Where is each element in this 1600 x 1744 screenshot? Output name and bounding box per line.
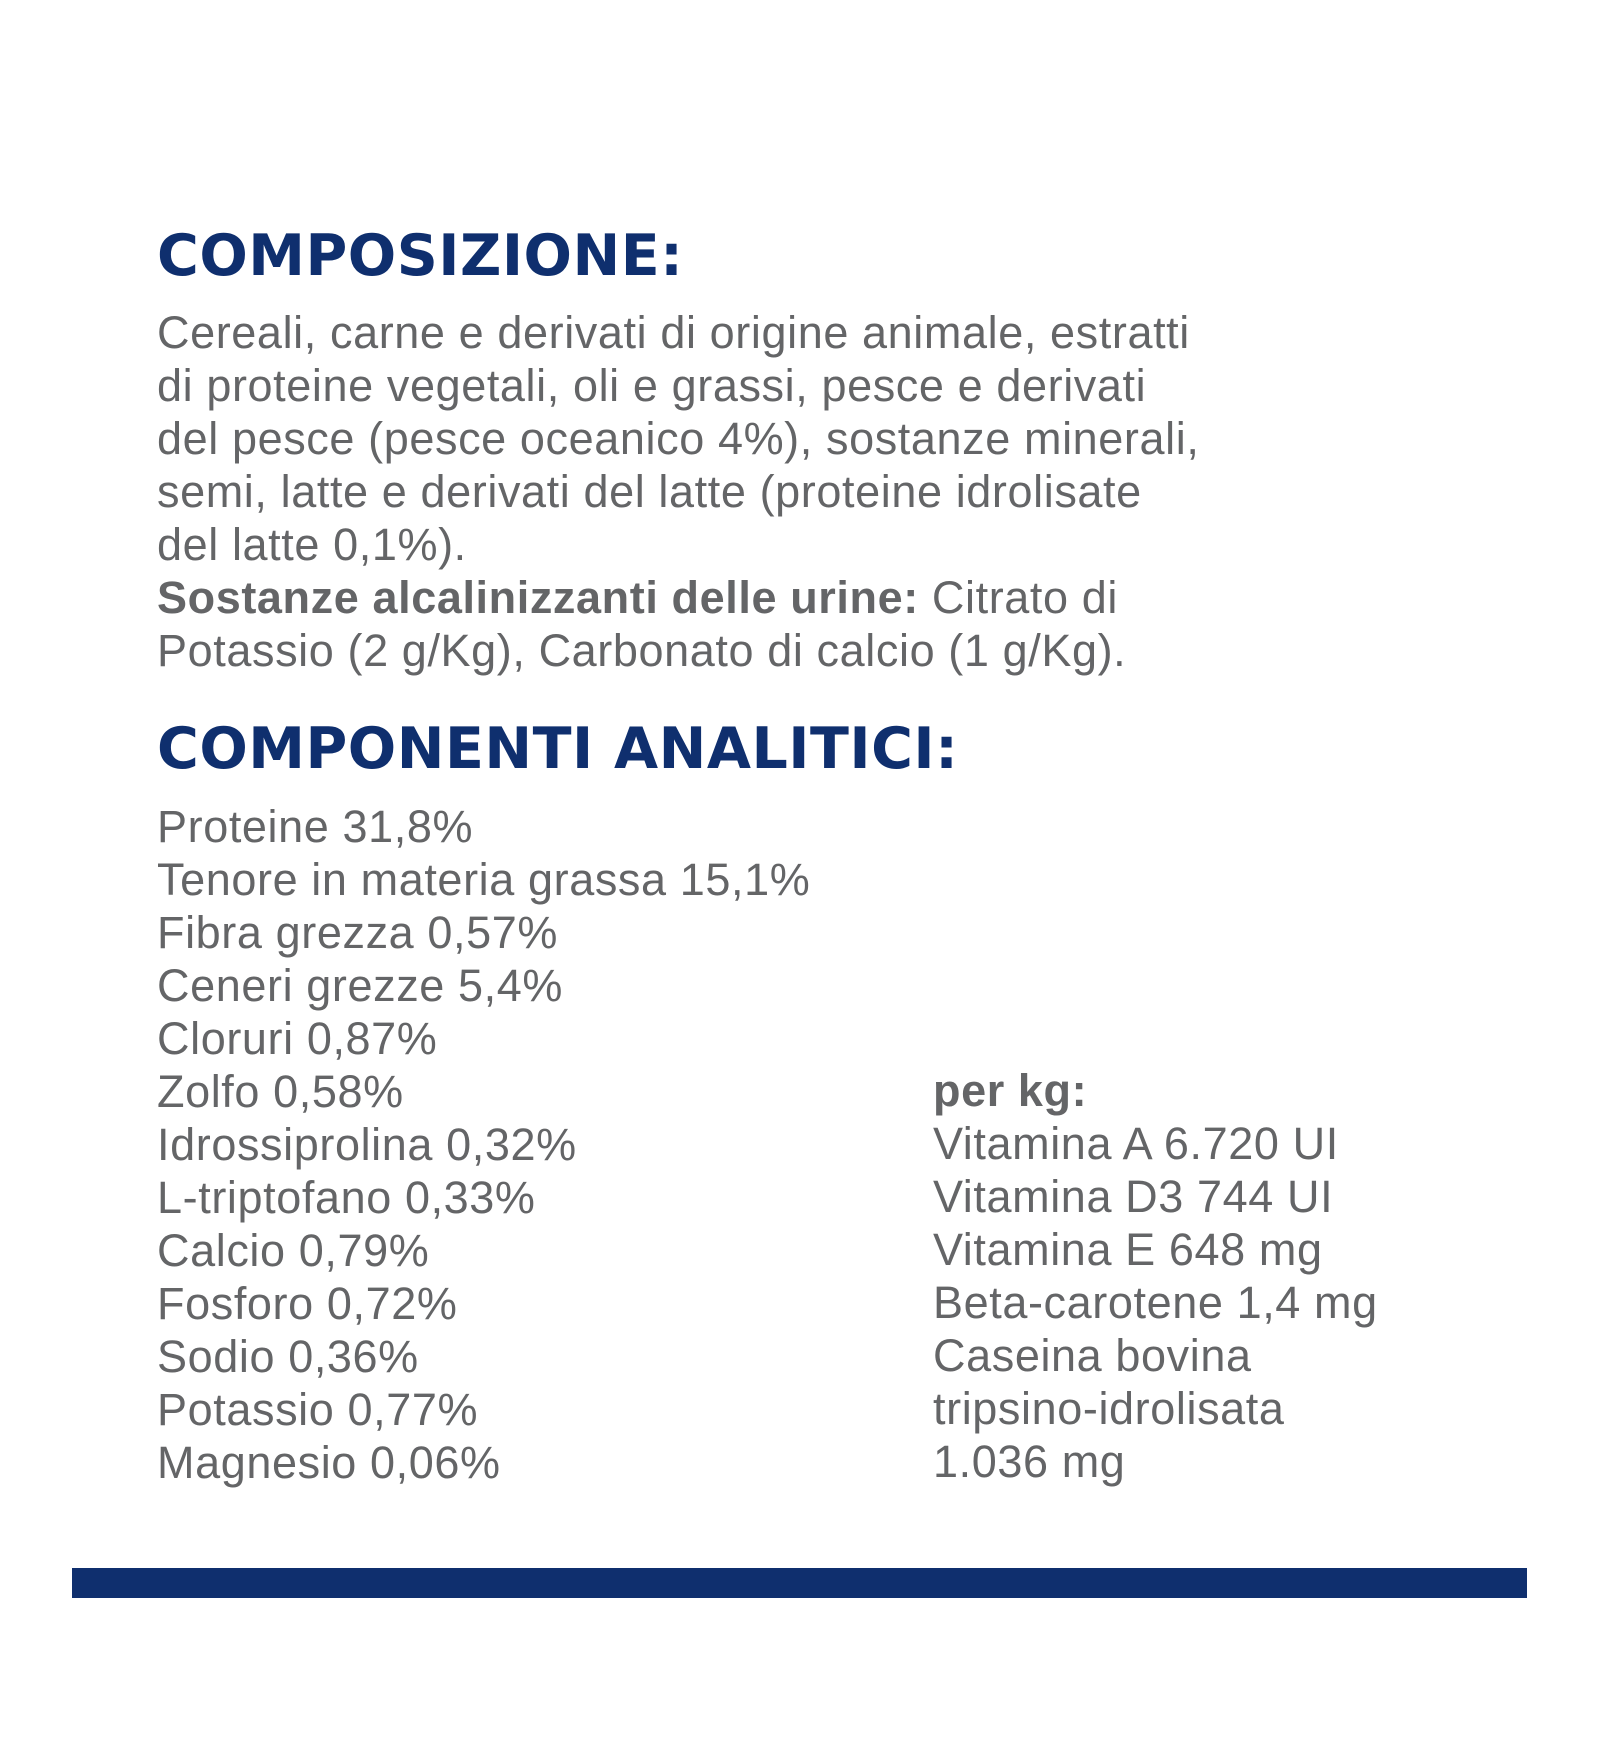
composition-heading: COMPOSIZIONE: [157,223,684,289]
analytical-item: Magnesio 0,06% [157,1437,501,1488]
analytical-item: Fibra grezza 0,57% [157,907,558,958]
composition-line: Cereali, carne e derivati di origine animale, estratti [157,307,1190,358]
additive-text: Citrato di [918,572,1118,623]
bottom-divider-bar [72,1568,1527,1598]
per-kg-item: tripsino-idrolisata [933,1383,1285,1434]
per-kg-item: Vitamina D3 744 UI [933,1171,1334,1222]
analytical-list [157,800,810,1489]
additive-line-2: Potassio (2 g/Kg), Carbonato di calcio (1 g/Kg). [157,625,1127,676]
per-kg-label: per kg: [933,1065,1088,1116]
composition-text [157,306,1497,677]
additive-line [157,571,1497,624]
composition-line: del pesce (pesce oceanico 4%), sostanze minerali, [157,413,1200,464]
per-kg-item: Caseina bovina [933,1330,1252,1381]
per-kg-item: Beta-carotene 1,4 mg [933,1277,1378,1328]
analytical-item: Proteine 31,8% [157,801,474,852]
analytical-item: Potassio 0,77% [157,1384,479,1435]
per-kg-item: Vitamina A 6.720 UI [933,1118,1339,1169]
analytical-item: L-triptofano 0,33% [157,1172,536,1223]
analytical-item: Idrossiprolina 0,32% [157,1119,577,1170]
analytical-item: Fosforo 0,72% [157,1278,458,1329]
composition-line: del latte 0,1%). [157,519,467,570]
additive-label: Sostanze alcalinizzanti delle urine: [157,572,919,623]
composition-line: semi, latte e derivati del latte (proteine idrolisate [157,466,1142,517]
analytical-item: Cloruri 0,87% [157,1013,438,1064]
analytical-item: Ceneri grezze 5,4% [157,960,564,1011]
per-kg-block [933,1064,1378,1488]
analytical-item: Calcio 0,79% [157,1225,430,1276]
analytical-item: Tenore in materia grassa 15,1% [157,854,811,905]
per-kg-item: Vitamina E 648 mg [933,1224,1323,1275]
analytical-item: Zolfo 0,58% [157,1066,404,1117]
composition-line: di proteine vegetali, oli e grassi, pesce e derivati [157,360,1147,411]
per-kg-item: 1.036 mg [933,1436,1126,1487]
analytical-heading: COMPONENTI ANALITICI: [157,716,959,782]
analytical-item: Sodio 0,36% [157,1331,419,1382]
